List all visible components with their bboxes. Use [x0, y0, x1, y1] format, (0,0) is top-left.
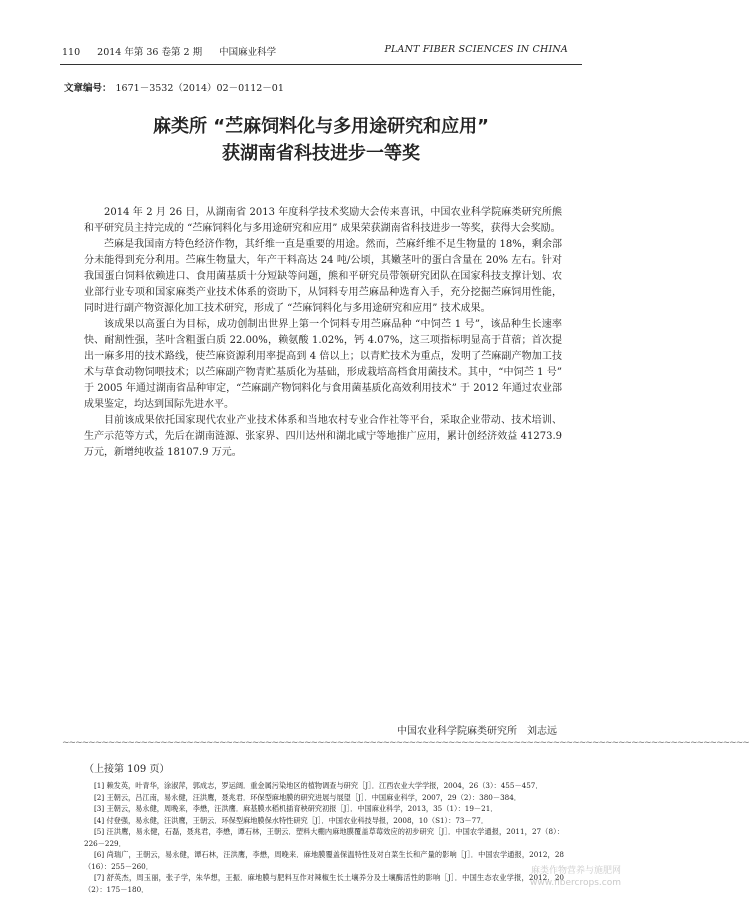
paragraph: 目前该成果依托国家现代农业产业技术体系和当地农村专业合作社等平台，采取企业带动、技术培训、生产示范等方式，先后在湖南涟源、张家界、四川达州和湖北咸宁等地推广应用，累计创经济效益 41273.9 万元，新增纯收益 18107.9 万元。 — [84, 415, 562, 458]
reference-item: [6] 尚瑞广，王朝云，易永健，谭石林，汪洪鹰，李懋，周晚来．麻地膜覆盖保温特性及对白菜生长和产量的影响［J］．中国农学通报，2012，28（16）：255－260． — [84, 850, 564, 871]
reference-item: [2] 王朝云，吕江南，易永健，汪洪鹰，聂兆君．环保型麻地膜的研究进展与展望［J］．中国麻业科学，2007，29（2）：380－384． — [94, 792, 521, 802]
reference-item: [5] 汪洪鹰，易永健，石磊，聂兆君，李懋，谭石林，王朝云．塑料大棚内麻地膜覆盖草莓效应的初步研究［J］．中国农学通报，2011，27（8）：226－229． — [84, 827, 564, 848]
article-number-label: 文章编号： — [64, 83, 112, 94]
journal-name-en: PLANT FIBER SCIENCES IN CHINA — [384, 44, 568, 55]
paragraph: 2014 年 2 月 26 日，从湖南省 2013 年度科学技术奖励大会传来喜讯，中国农业科学院麻类研究所熊和平研究员主持完成的 “苎麻饲料化与多用途研究和应用” 成果荣获湖南省科技进步一等奖，获得大会奖励。 — [84, 207, 562, 234]
reference-item: [7] 舒英杰，周玉丽，张子学，朱华想，王振．麻地膜与肥料互作对辣椒生长土壤养分及土壤酶活性的影响［J］．中国生态农业学报，2012，20（2）：175－180． — [84, 873, 564, 894]
reference-item: [4] 付登强，易永健，汪洪鹰，王朝云．环保型麻地膜保水特性研究［J］．中国农业科技导报，2008，10（S1）：73－77． — [94, 815, 489, 825]
page-number: 110 — [62, 47, 81, 58]
issue-info: 2014 年第 36 卷第 2 期 — [97, 47, 203, 58]
paragraph: 该成果以高蛋白为目标，成功创制出世界上第一个饲料专用苎麻品种 “中饲苎 1 号”，该品种生长速率快、耐割性强，茎叶含粗蛋白质 22.00%，赖氨酸 1.02%，钙 4.07%，这三项指标明显高于苜蓿；首次提出一麻多用的技术路线，使苎麻资源利用率提高到 4 倍以上；以青贮技术为重点，发明了苎麻副产物加工技术与草食动物饲喂技术；以苎麻副产物青贮基质化为基础，形成栽培高档食用菌技术。其中，“中饲苎 1 号” 于 2005 年通过湖南省品种审定，“苎麻副产物饲料化与食用菌基质化高效利用技术” 于 2012 年通过农业部成果鉴定，均达到国际先进水平。 — [84, 319, 562, 410]
reference-list — [84, 780, 564, 895]
title-line-2: 获湖南省科技进步一等奖 — [222, 143, 420, 164]
article-title — [60, 113, 582, 167]
running-header — [62, 44, 582, 58]
wavy-divider: ~~~~~~~~~~~~~~~~~~~~~~~~~~~~~~~~~~~~~~~~~~~~~~~~~~~~~~~~~~~~~~~~~~~~~~~~~~~~~~~~~~~~~~~~~~~~~~~~~~~~~~~~~ — [62, 738, 749, 748]
site-watermark — [530, 865, 621, 889]
article-number-value: 1671－3532（2014）02－0112－01 — [115, 83, 284, 94]
reference-item: [3] 王朝云，易永健，周晚来，李懋，汪洪鹰．麻基膜水稻机插育秧研究初报［J］．中国麻业科学，2013，35（1）：19－21． — [94, 804, 498, 813]
header-rule — [60, 64, 582, 65]
paragraph: 苎麻是我国南方特色经济作物，其纤维一直是重要的用途。然而，苎麻纤维不足生物量的 18%，剩余部分未能得到充分利用。苎麻生物量大，年产干料高达 24 吨/公顷，其嫩茎叶的蛋白含量在 20% 左右。针对我国蛋白饲料依赖进口、食用菌基质十分短缺等问题，熊和平研究员带领研究团队在国家科技支撑计划、农业部行业专项和国家麻类产业技术体系的资助下，从饲料专用苎麻品种选育入手，充分挖掘苎麻饲用性能，同时进行副产物资源化加工技术研究，形成了 “苎麻饲料化与多用途研究和应用” 技术成果。 — [84, 239, 562, 314]
reference-item: [1] 赖发英，叶青华，涂淑萍，郭成志，罗运阔．重金属污染地区的植物调查与研究［J］．江西农业大学学报，2004，26（3）：455－457． — [94, 781, 543, 790]
article-number — [64, 80, 284, 94]
article-body — [84, 205, 562, 461]
watermark-line-2: www.fibercrops.com — [530, 878, 621, 888]
watermark-line-1: 麻类作物营养与施肥网 — [530, 866, 621, 876]
continued-note: （上接第 109 页） — [84, 764, 170, 775]
title-line-1: 麻类所 “苎麻饲料化与多用途研究和应用” — [153, 116, 489, 137]
author-signature: 中国农业科学院麻类研究所 刘志远 — [397, 726, 557, 737]
journal-name-cn: 中国麻业科学 — [219, 47, 277, 58]
